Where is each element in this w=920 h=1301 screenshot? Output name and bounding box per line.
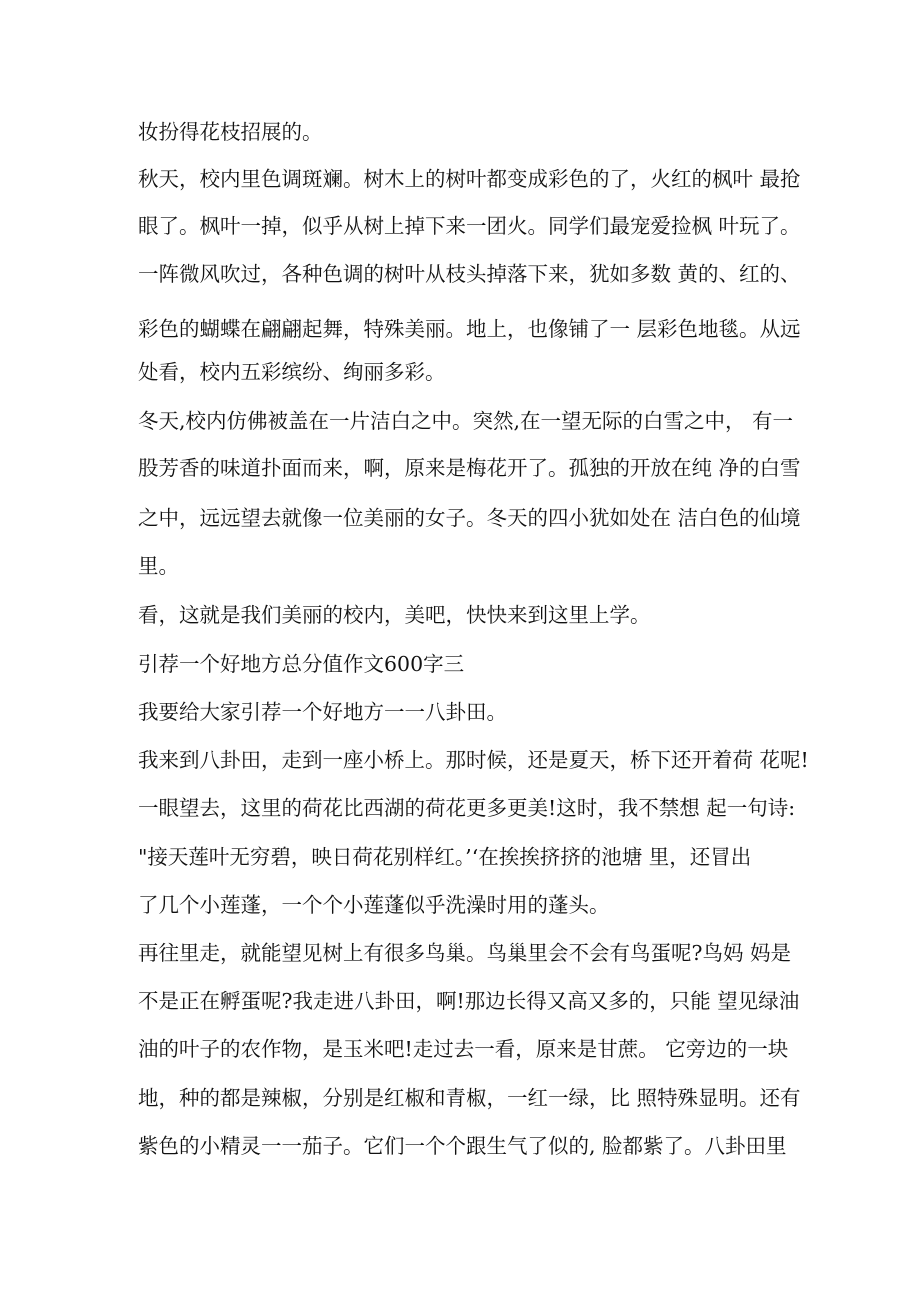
- text-line: 地，种的都是辣椒，分别是红椒和青椒，一红一绿，比 照特殊显明。还有: [138, 1086, 801, 1110]
- text-line: 眼了。枫叶一掉，似乎从树上掉下来一团火。同学们最宠爱捡枫 叶玩了。: [138, 214, 801, 238]
- text-line: 妆扮得花枝招展的。: [138, 120, 323, 144]
- text-line: "接天莲叶无穷碧，映日荷花别样红。’‘在挨挨挤挤的池塘 里，还冒出: [138, 845, 752, 869]
- text-line: 我要给大家引荐一个好地方一一八卦田。: [138, 700, 507, 724]
- text-line: 油的叶子的农作物，是玉米吧!走过去一看，原来是甘蔗。 它旁边的一块: [138, 1037, 789, 1061]
- text-line: 引荐一个好地方总分值作文600字三: [138, 652, 465, 676]
- text-line: 看，这就是我们美丽的校内，美吧，快快来到这里上学。: [138, 603, 651, 627]
- text-line: 处看，校内五彩缤纷、绚丽多彩。: [138, 360, 446, 384]
- text-line: 秋天，校内里色调斑斓。树木上的树叶都变成彩色的了，火红的枫叶 最抢: [138, 167, 801, 191]
- text-line: 之中，远远望去就像一位美丽的女子。冬天的四小犹如处在 洁白色的仙境: [138, 506, 801, 530]
- text-line: 再往里走，就能望见树上有很多鸟巢。鸟巢里会不会有鸟蛋呢?鸟妈 妈是: [138, 941, 792, 965]
- text-line: 股芳香的味道扑面而来，啊，原来是梅花开了。孤独的开放在纯 净的白雪: [138, 456, 801, 480]
- text-line: 了几个小莲蓬，一个个小莲蓬似乎洗澡时用的蓬头。: [138, 893, 610, 917]
- text-line: 我来到八卦田，走到一座小桥上。那时候，还是夏天，桥下还开着荷 花呢!: [138, 748, 809, 772]
- text-line: 一眼望去，这里的荷花比西湖的荷花更多更美!这时，我不禁想 起一句诗:: [138, 796, 796, 820]
- text-line: 紫色的小精灵一一茄子。它们一个个跟生气了似的, 脸都紫了。八卦田里: [138, 1134, 787, 1158]
- text-line: 里。: [138, 554, 179, 578]
- text-line: 彩色的蝴蝶在翩翩起舞，特殊美丽。地上，也像铺了一 层彩色地毯。从远: [138, 317, 801, 341]
- text-line: 一阵微风吹过，各种色调的树叶从枝头掉落下来，犹如多数 黄的、红的、: [138, 262, 801, 286]
- text-line: 冬天,校内仿佛被盖在一片洁白之中。突然,在一望无际的白雪之中， 有一: [138, 409, 794, 433]
- text-line: 不是正在孵蛋呢?我走进八卦田，啊!那边长得又高又多的，只能 望见绿油: [138, 989, 800, 1013]
